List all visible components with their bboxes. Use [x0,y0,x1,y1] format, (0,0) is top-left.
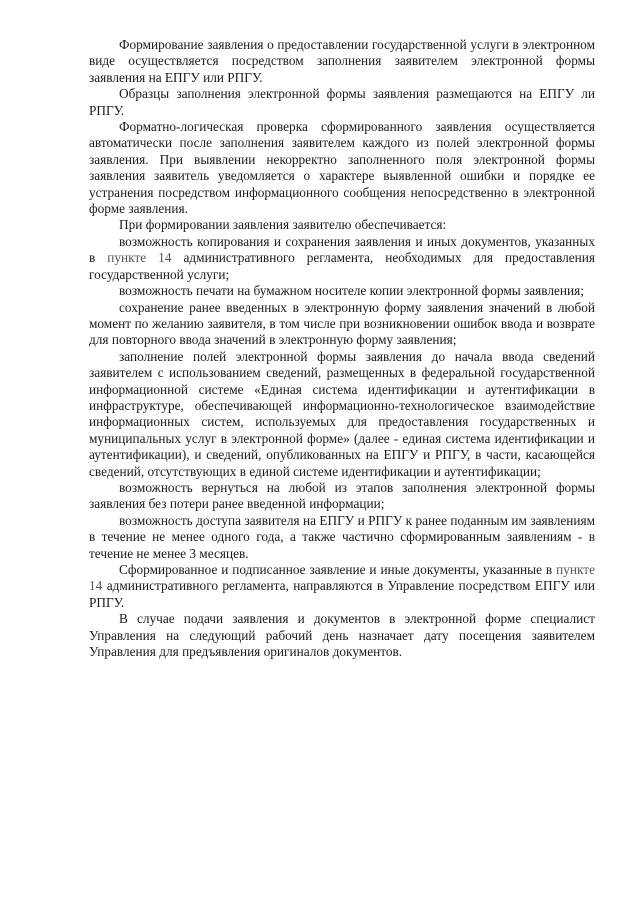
reference-link-clause-14-second[interactable]: пункте 14 [89,562,595,594]
paragraph-5 [89,234,595,283]
paragraph-12: В случае подачи заявления и документов в электронной форме специалист Управления на следующий рабочий день назначает дату посещения заявителем Управления для предъявления оригиналов документов. [89,611,595,660]
paragraph-8: заполнение полей электронной формы заявления до начала ввода сведений заявителем с использованием сведений, размещенных в федеральной государственной информационной системе «Единая система идентификации и аутентификации в инфраструктуре, обеспечивающей информационно-технологическое взаимодействие информационных систем, используемых для предоставления государственных и муниципальных услуг в электронной форме» (далее - единая система идентификации и аутентификации), и сведений, опубликованных на ЕПГУ и РПГУ, в части, касающейся сведений, отсутствующих в единой системе идентификации и аутентификации; [89,348,595,479]
paragraph-10: возможность доступа заявителя на ЕПГУ и РПГУ к ранее поданным им заявлениям в течение не менее одного года, а также частично сформированным заявлениям - в течение не менее 3 месяцев. [89,512,595,561]
paragraph-11-text-start: Сформированное и подписанное заявление и иные документы, указанные в [119,562,557,577]
paragraph-9: возможность вернуться на любой из этапов заполнения электронной формы заявления без потери ранее введенной информации; [89,479,595,512]
paragraph-4: При формировании заявления заявителю обеспечивается: [119,217,447,233]
paragraph-2: Образцы заполнения электронной формы заявления размещаются на ЕПГУ ли РПГУ. [89,86,595,118]
paragraph-11-text-end: административного регламента, направляются в Управление посредством ЕПГУ или РПГУ. [89,578,595,610]
paragraph-6: возможность печати на бумажном носителе копии электронной формы заявления; [119,283,584,299]
paragraph-3: Форматно-логическая проверка сформированного заявления осуществляется автоматически после заполнения заявителем каждого из полей электронной формы заявления. При выявлении некорректно заполненного поля электронной формы заявления заявитель уведомляется о характере выявленной ошибки и порядке ее устранения посредством информационного сообщения непосредственно в электронной форме заявления. [89,119,595,217]
paragraph-5-text-end: административного регламента, необходимых для предоставления государственной услуги; [89,250,595,282]
paragraph-7: сохранение ранее введенных в электронную форму заявления значений в любой момент по желанию заявителя, в том числе при возникновении ошибок ввода и возврате для повторного ввода значений в электронную форму заявления; [89,299,595,348]
paragraph-1: Формирование заявления о предоставлении государственной услуги в электронном виде осуществляется посредством заполнения заявителем электронной формы заявления на ЕПГУ или РПГУ. [89,37,595,85]
paragraph-5-text-start: возможность копирования и сохранения заявления и иных документов, указанных в [89,233,595,266]
document-body [89,37,595,660]
paragraph-11 [89,562,595,611]
reference-link-clause-14[interactable]: пункте 14 [107,250,172,266]
